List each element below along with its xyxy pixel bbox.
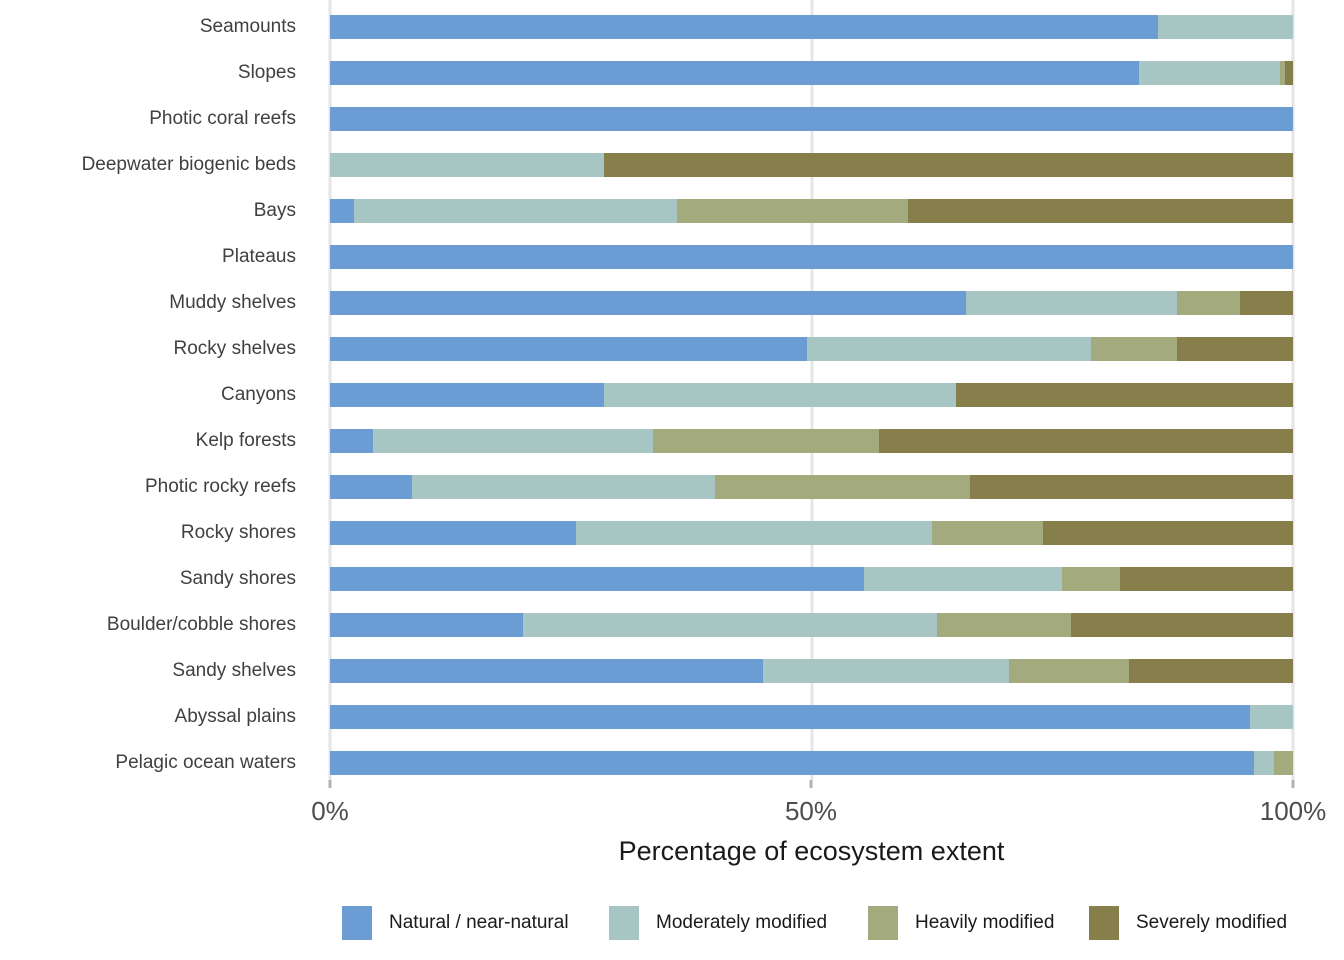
plot-area — [330, 0, 1293, 780]
legend-label-severely: Severely modified — [1136, 912, 1288, 933]
bar-segment — [330, 429, 373, 453]
bar-segment — [966, 291, 1178, 315]
bar-segment — [576, 521, 932, 545]
bar-segment — [330, 613, 523, 637]
x-tick-label-0: 0% — [311, 796, 349, 826]
y-axis-label: Plateaus — [222, 246, 296, 267]
bar-row — [330, 291, 1293, 315]
y-axis-label: Seamounts — [199, 16, 296, 37]
bar-row — [330, 521, 1293, 545]
bar-segment — [412, 475, 715, 499]
bar-row — [330, 429, 1293, 453]
bar-segment — [1274, 751, 1293, 775]
bar-row — [330, 61, 1293, 85]
legend-label-heavily: Heavily modified — [915, 912, 1055, 933]
x-tick-mark — [329, 780, 332, 788]
bar-segment — [330, 705, 1250, 729]
bar-segment — [715, 475, 970, 499]
legend-swatch-heavily — [868, 906, 898, 940]
bar-row — [330, 613, 1293, 637]
bar-segment — [523, 613, 937, 637]
bar-segment — [1285, 61, 1293, 85]
bar-segment — [1139, 61, 1280, 85]
bar-segment — [604, 153, 1293, 177]
y-axis-label: Slopes — [237, 62, 296, 83]
bar-segment — [330, 61, 1139, 85]
bar-row — [330, 705, 1293, 729]
legend-swatch-moderately — [609, 906, 639, 940]
y-axis-label: Deepwater biogenic beds — [81, 154, 296, 175]
bar-segment — [330, 383, 604, 407]
legend-label-natural: Natural / near-natural — [389, 912, 569, 933]
bar-segment — [1120, 567, 1293, 591]
y-axis-label: Kelp forests — [195, 430, 296, 451]
bar-segment — [373, 429, 652, 453]
x-tick-label-50: 50% — [784, 796, 838, 826]
bar-segment — [970, 475, 1293, 499]
bar-segment — [1254, 751, 1273, 775]
bar-segment — [330, 291, 966, 315]
bar-segment — [1177, 291, 1240, 315]
bar-row — [330, 383, 1293, 407]
bar-segment — [330, 751, 1254, 775]
bar-segment — [807, 337, 1091, 361]
bar-segment — [330, 199, 354, 223]
x-axis-title: Percentage of ecosystem extent — [618, 836, 1005, 866]
legend-item-natural — [342, 906, 569, 940]
bar-segment — [330, 337, 807, 361]
bar-segment — [956, 383, 1293, 407]
x-tick-label-100: 100% — [1259, 796, 1327, 826]
y-axis-label: Photic rocky reefs — [145, 476, 296, 497]
bar-segment — [1071, 613, 1292, 637]
bar-row — [330, 337, 1293, 361]
bar-segment — [653, 429, 879, 453]
bar-segment — [330, 245, 1293, 269]
y-axis-label: Pelagic ocean waters — [115, 752, 296, 773]
bar-segment — [1009, 659, 1129, 683]
bar-segment — [1158, 15, 1293, 39]
bar-segment — [354, 199, 677, 223]
bar-segment — [1129, 659, 1293, 683]
legend-item-heavily — [868, 906, 1054, 940]
y-axis-label: Canyons — [221, 384, 296, 405]
bar-segment — [1240, 291, 1293, 315]
legend-item-moderately — [609, 906, 827, 940]
bar-row — [330, 475, 1293, 499]
legend-label-moderately: Moderately modified — [656, 912, 828, 933]
bar-segment — [1250, 705, 1293, 729]
legend-swatch-natural — [342, 906, 372, 940]
y-axis-label: Photic coral reefs — [149, 108, 296, 129]
y-axis-label: Sandy shelves — [172, 660, 296, 681]
bar-row — [330, 751, 1293, 775]
bar-segment — [937, 613, 1072, 637]
bar-segment — [677, 199, 908, 223]
legend-swatch-severely — [1089, 906, 1119, 940]
bar-segment — [330, 153, 604, 177]
bar-segment — [1043, 521, 1293, 545]
bar-segment — [330, 659, 763, 683]
bar-row — [330, 15, 1293, 39]
bar-segment — [330, 567, 864, 591]
bar-row — [330, 153, 1293, 177]
bar-row — [330, 199, 1293, 223]
bar-segment — [604, 383, 955, 407]
bar-segment — [1062, 567, 1120, 591]
y-axis-label: Rocky shores — [180, 522, 296, 543]
x-tick-mark — [1292, 780, 1295, 788]
bar-segment — [879, 429, 1293, 453]
bar-row — [330, 107, 1293, 131]
y-axis-label: Boulder/cobble shores — [106, 614, 296, 635]
bar-segment — [908, 199, 1293, 223]
y-axis-label: Rocky shelves — [173, 338, 296, 359]
bar-segment — [864, 567, 1061, 591]
bar-row — [330, 245, 1293, 269]
y-axis-label: Abyssal plains — [174, 706, 296, 727]
bar-segment — [330, 107, 1293, 131]
x-tick-mark — [810, 780, 813, 788]
bar-row — [330, 567, 1293, 591]
bar-row — [330, 659, 1293, 683]
y-axis-label: Muddy shelves — [169, 292, 296, 313]
y-axis-label: Sandy shores — [179, 568, 296, 589]
bar-segment — [1177, 337, 1293, 361]
bar-segment — [330, 521, 576, 545]
bar-segment — [330, 475, 412, 499]
legend-item-severely — [1089, 906, 1287, 940]
bar-segment — [763, 659, 1009, 683]
bar-segment — [1091, 337, 1178, 361]
bar-segment — [330, 15, 1158, 39]
y-axis-labels — [0, 0, 296, 780]
bar-segment — [932, 521, 1043, 545]
y-axis-label: Bays — [253, 200, 296, 221]
